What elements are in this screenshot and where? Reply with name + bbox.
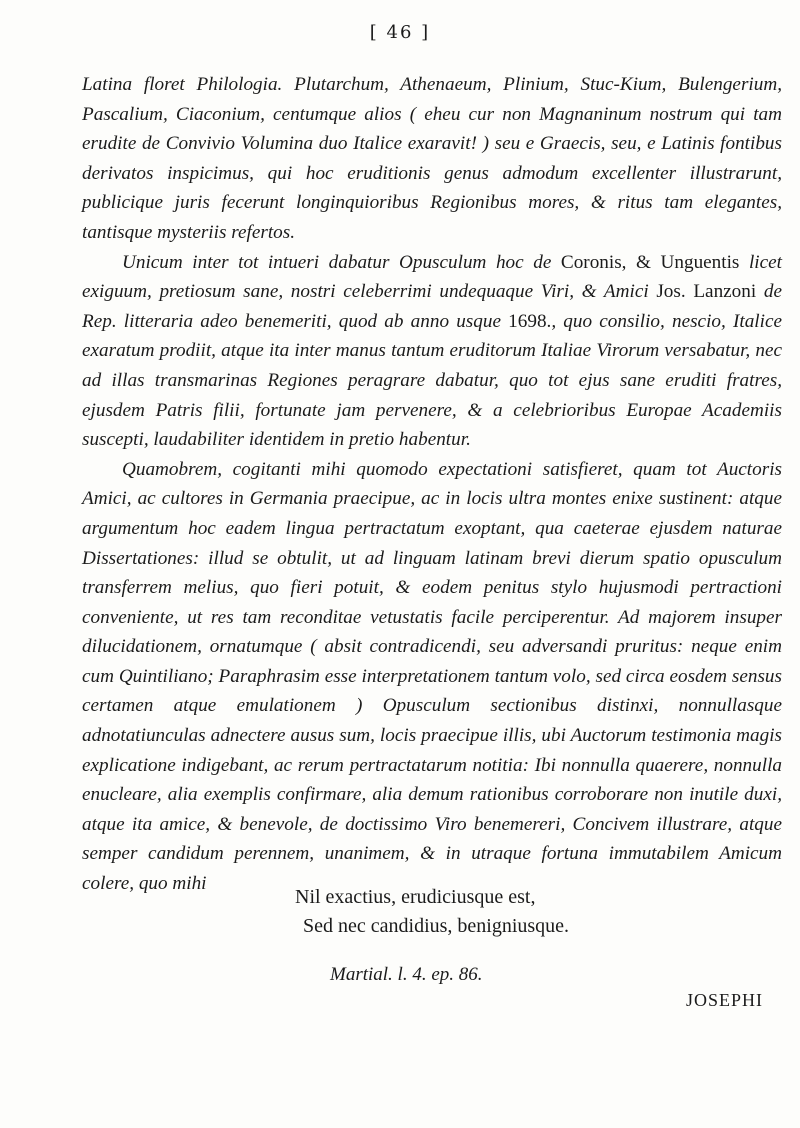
page-number: [ 46 ] xyxy=(369,22,431,43)
epigram xyxy=(295,883,569,941)
catchword: JOSEPHI xyxy=(686,990,764,1010)
paragraph-3 xyxy=(82,455,782,899)
text-segment: 1698. xyxy=(508,310,552,332)
text-segment: Quamobrem, cogitanti mihi quomodo expectationi satisfieret, quam tot Auctoris Amici, ac cultores in Germania praecipue, ac in locis ultra montes enixe sustinent: atque argumentum hoc eadem lingua pertractatum exoptant, qua caeterae ejusdem naturae Dissertationes: illud se obtulit, ut ad linguam latinam brevi dierum spatio opusculum transferrem melius, quo fieri potuit, & eodem penitus stylo hujusmodi pertractioni conveniente, ut res tam reconditae vetustatis facile perciperentur. Ad majorem insuper dilucidationem, ornatumque ( absit contradicendi, seu adversandi pruritus: neque enim cum Quintiliano; Paraphrasim esse interpretationem tantum volo, sed circa eosdem sensus certamen atque emulationem ) Opusculum sectionibus distinxi, nonnullasque adnotatiunculas adnectere ausus sum, locis praecipue illis, ubi Auctorum testimonia magis explicatione indigebant, ac rerum pertractatarum notitia: Ibi nonnulla quaerere, nonnulla enucleare, alia exemplis confirmare, alia demum rationibus corroborare non inutile duxi, atque ita amice, & benevole, de doctissimo Viro benemereri, Concivem illustrare, atque semper candidum perennem, unanimem, & in utraque fortuna immutabilem Amicum colere, quo mihi xyxy=(82,458,782,895)
text-segment: Unicum inter tot intueri dabatur Opusculum hoc de xyxy=(122,251,561,273)
epigram-line-1: Nil exactius, erudiciusque est, xyxy=(295,886,536,908)
text-segment: licet exiguum, pretiosum sane, nostri celeberrimi undequaque Viri, & Amici xyxy=(82,251,782,303)
text-segment: de Rep. litteraria adeo benemeriti, quod ab anno usque xyxy=(82,281,782,332)
text-segment: Jos. Lanzoni xyxy=(656,281,757,303)
text-segment: Coronis, & Unguentis xyxy=(560,251,740,273)
epigram-line-2: Sed nec candidius, benigniusque. xyxy=(303,915,570,937)
body-text xyxy=(82,70,782,899)
text-segment: , quo consilio, nescio, Italice exaratum prodiit, atque ita inter manus tantum eruditorum Italiae Virorum versabatur, nec ad illas transmarinas Regiones peragrare dabatur, quo tot ejus sane eruditi fratres, ejusdem Patris filii, fortunate jam pervenere, & a celebrioribus Europae Academiis suscepti, laudabiliter identidem in pretio habentur. xyxy=(82,310,782,451)
text-segment: Latina floret Philologia. Plutarchum, Athenaeum, Plinium, Stuc-Kium, Bulengerium, Pascalium, Ciaconium, centumque alios ( eheu cur non Magnaninum nostrum qui tam erudite de Convivio Volumina duo Italice exaravit! ) seu e Graecis, seu, e Latinis fontibus derivatos inspicimus, qui hoc eruditionis genus admodum excellenter illustrarunt, publicique juris fecerunt longinquioribus Regionibus mores, & ritus tam elegantes, tantisque mysteriis refertos. xyxy=(82,74,782,243)
epigram-source: Martial. l. 4. ep. 86. xyxy=(330,964,483,985)
paragraph-1 xyxy=(82,70,782,248)
paragraph-2 xyxy=(82,248,782,455)
